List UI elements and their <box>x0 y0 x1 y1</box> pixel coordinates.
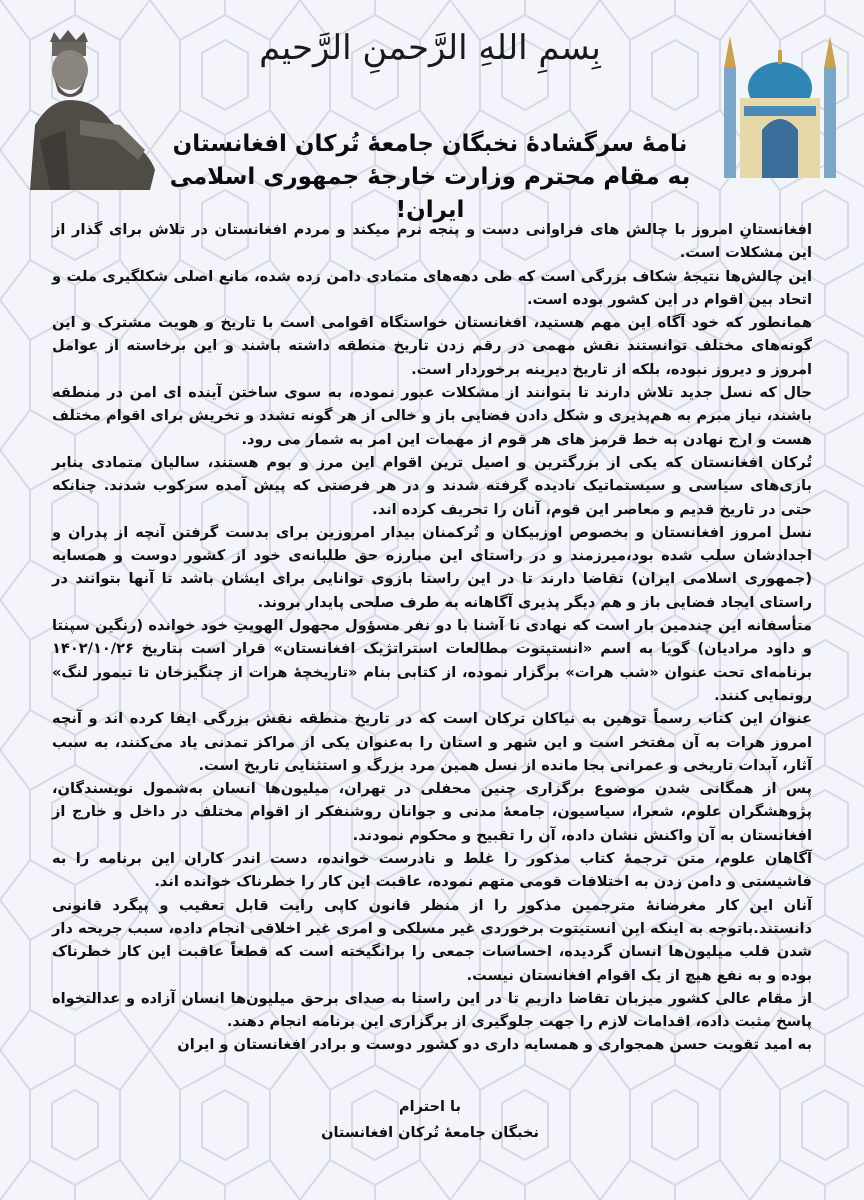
letter-title <box>150 128 710 227</box>
title-line-1: نامۀ سرگشادۀ نخبگان جامعۀ تُرکان افغانستان <box>172 131 688 157</box>
title-line-2: به مقام محترم وزارت خارجۀ جمهوری اسلامی ایران! <box>169 164 691 223</box>
bismillah-calligraphy <box>250 22 610 92</box>
body-paragraph: آنان این کار مغرضانۀ مترجمین مذکور را از منظر قانون کاپی رایت قابل تعقیب و پیگرد قانونی دانستند.باتوجه به اینکه این انستیتوت برخوردی غیر مسلکی و امری غیر اخلاقی انجام داده، سبب جریحه دار شدن قلب میلیون‌ها انسان گردیده، احساسات جمعی را برانگیخته است که قطعاً عاقبت این کار خطرناک بوده و به نفع هیچ از یک اقوام افغانستان نیست. <box>52 896 812 984</box>
body-paragraph: متأسفانه این چندمین بار است که نهادی نا آشنا با دو نفر مسؤول مجهول الهویتِ خود خوانده (رنگین سپنتا و داود مرادیان) گویا به اسم «انستیتوت مطالعات استراتژیک افغانستان» قرار است بتاریخ ۱۴۰۲/۱۰/۲۶ برنامه‌ای تحت عنوان «شب هرات» برگزار نموده، از کتابی بنام «تاریخچۀ هرات از چنگیزخان تا تیمور لنگ» رونمایی کنند. <box>52 617 812 704</box>
closing-regards: با احترام <box>399 1099 461 1115</box>
letter-body <box>52 218 812 1057</box>
bismillah-text: بِسمِ اللهِ الرَّحمنِ الرَّحیم <box>259 28 601 68</box>
body-paragraph: عنوان این کتاب رسماً توهین به نیاکان ترکان است که در تاریخ منطقه نقش بزرگی ایفا کرده اند و آنچه امروز هرات به آن مفتخر است و این شهر و استان را به‌عنوان یکی از مراکز تمدنی یاد می‌کنند، به سبب آثار، آبدات تاریخی و عمرانی بجا مانده از نسل همین مرد بزرگ و استثنایی تاریخ است. <box>52 710 812 774</box>
body-paragraph: نسل امروز افغانستان و بخصوص اوزبیکان و تُرکمنان بیدار امروزین برای بدست گرفتن آنچه از پدران و اجدادشان سلب شده بود،میرزمند و در راستای این مبارزه حق طلبانه‌ی خود از کشور دوست و همسایه (جمهوری اسلامی ایران) تقاضا دارند تا در این راستا بازوی توانایی برای ایشان باشد تا آنها بتوانند در راستای ایجاد فضایی باز و هم دیگر پذیری آگاهانه به طرف صلحی پایدار بروند. <box>52 523 812 611</box>
body-paragraph: این چالش‌ها نتیجۀ شکاف بزرگی است که طی دهه‌های متمادی دامن زده شده، مانع اصلی شکلگیری ملت و اتحاد بین اقوام در این کشور بوده است. <box>52 267 812 308</box>
body-paragraph: پس از همگانی شدن موضوع برگزاری چنین محفلی در تهران، میلیون‌ها انسان به‌شمول نویسندگان، پژوهشگران علوم، شعرا، سیاسیون، جامعۀ مدنی و جوانان روشنفکر از اقوام مختلف در داخل و خارج از افغانستان به آن واکنش نشان داده، آن را تقبیح و محکوم نمودند. <box>52 780 812 844</box>
signature-block <box>250 1094 610 1146</box>
body-paragraph: حال که نسل جدید تلاش دارند تا بتوانند از مشکلات عبور نموده، به سوی ساختن آینده ای امن در منطقه باشند، نیاز مبرم به هم‌پذیری و شکل دادن فضایی باز و خالی از هر گونه تشدد و تخریش برای اقوام مختلف هست و ارج نهادن به خط قرمز های هر قوم از مهمات این امر به شمار می رود. <box>52 384 812 448</box>
statue-image <box>10 30 160 190</box>
body-paragraph: از مقام عالی کشور میزبان تقاضا داریم تا در این راستا به صدای برحق میلیون‌ها انسان آزاده و عدالتخواه پاسخ مثبت داده، اقدامات لازم را جهت جلوگیری از برگزاری این برنامه انجام دهند. <box>52 989 812 1031</box>
mosque-image <box>710 28 850 178</box>
signatory-name: نخبگان جامعۀ تُرکان افغانستان <box>321 1125 539 1141</box>
body-paragraph: به امید تقویت حسن همجواری و همسایه داری دو کشور دوست و برادر افغانستان و ایران <box>177 1036 812 1054</box>
body-paragraph: همانطور که خود آگاه این مهم هستید، افغانستان خواستگاه اقوامی است با تاریخ و هویت مشترک و این گونه‌های مختلف توانستند نقش مهمی در رقم زدن تاریخ منطقه داشته باشند و این برخاسته از عوامل امروز و دیروز نبوده، بلکه از تاریخ دیرینه برخوردار است. <box>52 314 812 378</box>
body-paragraph: آگاهان علوم، متن ترجمۀ کتاب مذکور را غلط و نادرست خوانده، دست اندر کاران این برنامه را به فاشیستی و دامن زدن به اختلافات قومی متهم نموده، عاقبت این کار را خطرناک خوانده اند. <box>52 850 812 891</box>
body-paragraph: تُرکان افغانستان که یکی از بزرگترین و اصیل ترین اقوام این مرز و بوم هستند، سالیان متمادی بنابر بازی‌های سیاسی و سیستماتیک نادیده گرفته شدند و در هر فرصتی که پیش آمده سرکوب شدند. چنانکه حتی در تاریخ قدیم و معاصر این قوم، آنان را تحریف کرده اند. <box>52 453 812 518</box>
body-paragraph: افغانستانِ امروز با چالش های فراوانی دست و پنجه نرم میکند و مردم افغانستان در تلاش برای گذار از این مشکلات است. <box>52 221 812 262</box>
